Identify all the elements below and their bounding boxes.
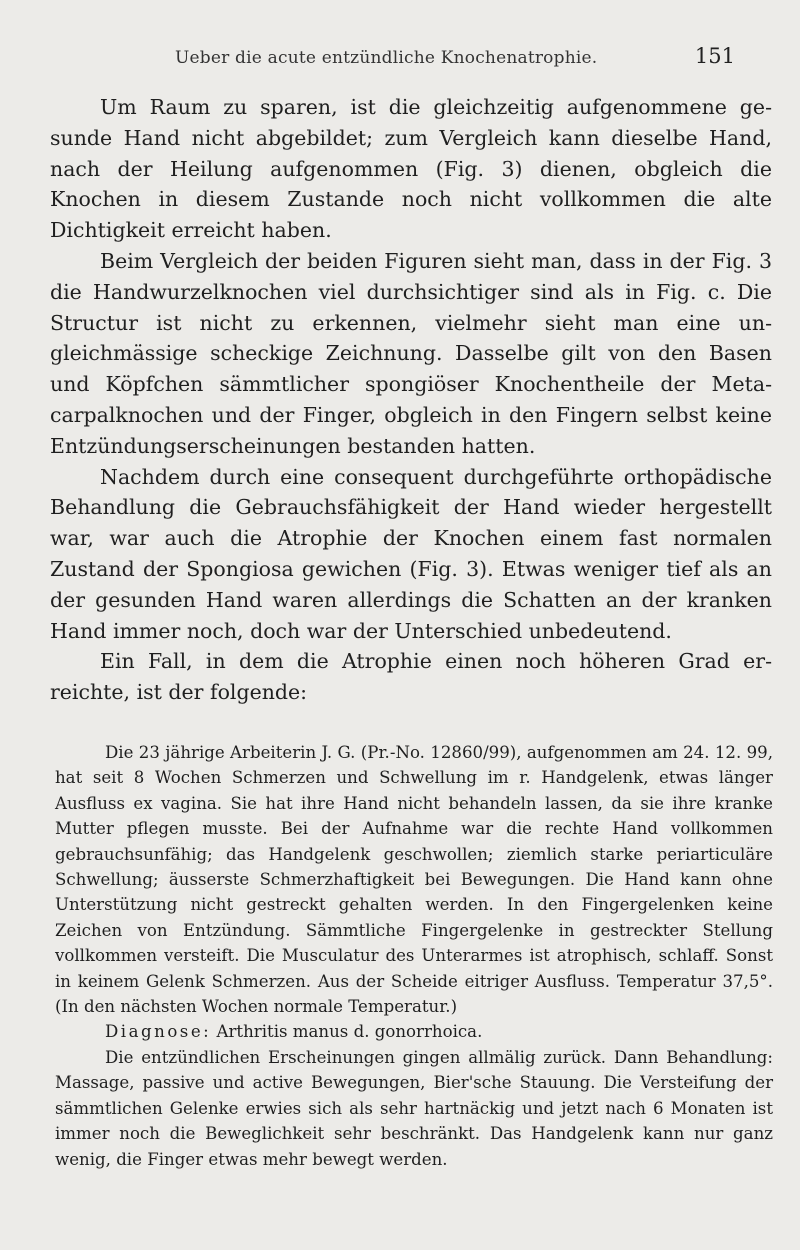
running-title: Ueber die acute entzündliche Knochenatrophie. <box>175 48 598 68</box>
paragraph-4: Ein Fall, in dem die Atrophie einen noch höheren Grad erreichte, ist der folgende: <box>50 649 772 705</box>
paragraph-1: Um Raum zu sparen, ist die gleichzeitig aufgenommene gesunde Hand nicht abgebildet; zum Vergleich kann dieselbe Hand, nach der Heilung aufgenommen (Fig. 3) dienen, obgleich die Knochen in diesem Zustande noch nicht vollkommen die alte Dichtigkeit erreicht haben. <box>50 95 772 243</box>
diagnosis-text: Arthritis manus d. gonorrhoica. <box>211 1022 483 1042</box>
page-number: 151 <box>694 44 735 68</box>
main-text <box>50 92 772 708</box>
paragraph-2: Beim Vergleich der beiden Figuren sieht man, dass in der Fig. 3 die Handwurzelknochen viel durchsichtiger sind als in Fig. c. Die Structur ist nicht zu erkennen, vielmehr sieht man eine ungleichmässige scheckige Zeichnung. Dasselbe gilt von den Basen und Köpfchen sämmtlicher spongiöser Knochentheile der Metacarpalknochen und der Finger, obgleich in den Fingern selbst keine Entzündungserscheinungen bestanden hatten. <box>50 248 772 458</box>
diagnosis <box>55 1019 773 1044</box>
case-history: Die 23 jährige Arbeiterin J. G. (Pr.-No. 12860/99), aufgenommen am 24. 12. 99, hat seit 8 Wochen Schmerzen und Schwellung im r. Handgelenk, etwas länger Ausfluss ex vagina. Sie hat ihre Hand nicht behandeln lassen, da sie ihre kranke Mutter pflegen musste. Bei der Aufnahme war die rechte Hand vollkommen gebrauchsunfähig; das Handgelenk geschwollen; ziemlich starke periarticuläre Schwellung; äusserste Schmerzhaftigkeit bei Bewegungen. Die Hand kann ohne Unterstützung nicht gestreckt gehalten werden. In den Fingergelenken keine Zeichen von Entzündung. Sämmtliche Fingergelenke in gestreckter Stellung vollkommen versteift. Die Musculatur des Unterarmes ist atrophisch, schlaff. Sonst in keinem Gelenk Schmerzen. Aus der Scheide eitriger Ausfluss. Temperatur 37,5°. (In den nächsten Wochen normale Temperatur.) <box>55 743 773 1017</box>
paragraph-3: Nachdem durch eine consequent durchgeführte orthopädische Behandlung die Gebrauchsfähigkeit der Hand wieder hergestellt war, war auch die Atrophie der Knochen einem fast normalen Zustand der Spongiosa gewichen (Fig. 3). Etwas weniger tief als an der gesunden Hand waren allerdings die Schatten an der kranken Hand immer noch, doch war der Unterschied unbedeutend. <box>50 464 772 643</box>
treatment-course: Die entzündlichen Erscheinungen gingen allmälig zurück. Dann Behandlung: Massage, passive und active Bewegungen, Bier'sche Stauung. Die Versteifung der sämmtlichen Gelenke erwies sich als sehr hartnäckig und jetzt nach 6 Monaten ist immer noch die Beweglichkeit sehr beschränkt. Das Handgelenk kann nur ganz wenig, die Finger etwas mehr bewegt werden. <box>55 1047 773 1169</box>
running-head <box>175 44 775 74</box>
case-report <box>55 740 773 1172</box>
diagnosis-label: Diagnose: <box>105 1022 212 1042</box>
